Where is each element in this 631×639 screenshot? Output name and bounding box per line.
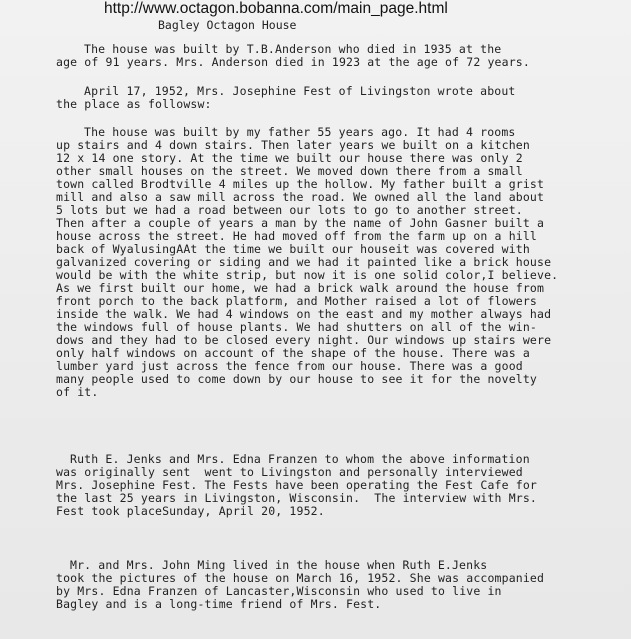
text-line: house across the street. He had moved off from the farm up on a hill bbox=[56, 229, 538, 243]
text-line: was originally sent went to Livingston and personally interviewed bbox=[56, 465, 523, 479]
page-url: http://www.octagon.bobanna.com/main_page.html bbox=[104, 0, 448, 17]
text-line: age of 91 years. Mrs. Anderson died in 1923 at the age of 72 years. bbox=[56, 55, 530, 69]
text-line: the last 25 years in Livingston, Wisconsin. The interview with Mrs. bbox=[56, 491, 538, 505]
text-line: Then after a couple of years a man by the name of John Gasner built a bbox=[56, 216, 545, 230]
text-line: up stairs and 4 down stairs. Then later years we built on a kitchen bbox=[56, 138, 530, 152]
text-line: 5 lots but we had a road between our lots to go to another street. bbox=[56, 203, 523, 217]
text-line: Fest took placeSunday, April 20, 1952. bbox=[56, 504, 325, 518]
text-line: lumber yard just across the fence from our house. There was a good bbox=[56, 359, 523, 373]
text-line: front porch to the back platform, and Mother raised a lot of flowers bbox=[56, 294, 538, 308]
text-line: would be with the white strip, but now it is one solid color,I believe. bbox=[56, 268, 559, 282]
text-line: April 17, 1952, Mrs. Josephine Fest of Livingston wrote about bbox=[84, 84, 516, 98]
text-line: As we first built our home, we had a brick walk around the house from bbox=[56, 281, 545, 295]
text-line: other small houses on the street. We moved down there from a small bbox=[56, 164, 523, 178]
text-line: Ruth E. Jenks and Mrs. Edna Franzen to whom the above information bbox=[70, 452, 530, 466]
text-line: dows and they had to be closed every night. Our windows up stairs were bbox=[56, 333, 552, 347]
text-line: many people used to come down by our house to see it for the novelty bbox=[56, 372, 538, 386]
text-line: only half windows on account of the shape of the house. There was a bbox=[56, 346, 530, 360]
text-line: took the pictures of the house on March 16, 1952. She was accompanied bbox=[56, 571, 545, 585]
text-line: by Mrs. Edna Franzen of Lancaster,Wisconsin who used to live in bbox=[56, 584, 502, 598]
document-title: Bagley Octagon House bbox=[158, 18, 297, 32]
text-line: back of WyalusingAAt the time we built our houseit was covered with bbox=[56, 242, 530, 256]
text-line: mill and also a saw mill across the road. We owned all the land about bbox=[56, 190, 545, 204]
text-line: inside the walk. We had 4 windows on the east and my mother always had bbox=[56, 307, 552, 321]
text-line: The house was built by my father 55 years ago. It had 4 rooms bbox=[84, 125, 516, 139]
text-line: town called Brodtville 4 miles up the hollow. My father built a grist bbox=[56, 177, 545, 191]
text-line: Bagley and is a long-time friend of Mrs. Fest. bbox=[56, 597, 382, 611]
text-line: galvanized covering or siding and we had it painted like a brick house bbox=[56, 255, 552, 269]
text-line: of it. bbox=[56, 385, 99, 399]
text-line: Mrs. Josephine Fest. The Fests have been operating the Fest Cafe for bbox=[56, 478, 538, 492]
text-line: the windows full of house plants. We had shutters on all of the win- bbox=[56, 320, 538, 334]
text-line: The house was built by T.B.Anderson who died in 1935 at the bbox=[84, 42, 502, 56]
text-line: the place as followsw: bbox=[56, 97, 212, 111]
text-line: 12 x 14 one story. At the time we built our house there was only 2 bbox=[56, 151, 523, 165]
text-line: Mr. and Mrs. John Ming lived in the house when Ruth E.Jenks bbox=[70, 558, 488, 572]
